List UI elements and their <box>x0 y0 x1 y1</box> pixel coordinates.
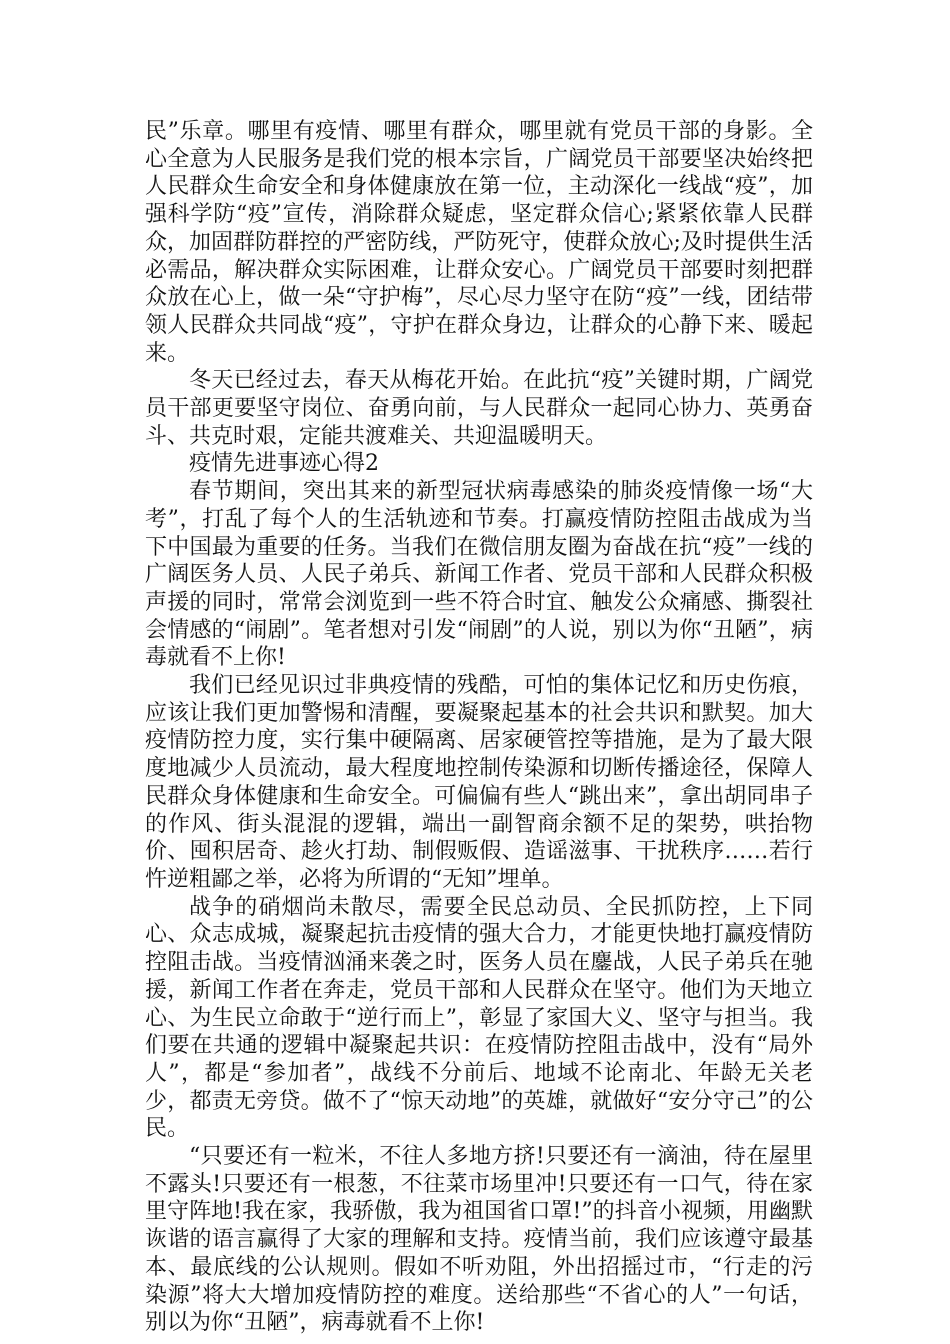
paragraph-closing: 冬天已经过去，春天从梅花开始。在此抗“疫”关键时期，广阔党员干部更要坚守岗位、奋勇向前，与人民群众一起同心协力、英勇奋斗、共克时艰，定能共渡难关、共迎温暖明天。 <box>145 368 813 449</box>
section-heading: 疫情先进事迹心得2 <box>189 451 379 477</box>
paragraph-unity: 战争的硝烟尚未散尽，需要全民总动员、全民抓防控，上下同心、众志成城，凝聚起抗击疫情的强大合力，才能更快地打赢疫情防控阻击战。当疫情汹涌来袭之时，医务人员在鏖战，人民子弟兵在驰援，新闻工作者在奔走，党员干部和人民群众在坚守。他们为天地立心、为生民立命敢于“逆行而上”，彰显了家国大义、坚守与担当。我们要在共通的逻辑中凝聚起共识：在疫情防控阻击战中，没有“局外人”，都是“参加者”，战线不分前后、地域不论南北、年龄无关老少，都责无旁贷。做不了“惊天动地”的英雄，就做好“安分守己”的公民。 <box>145 894 813 1142</box>
paragraph-sars-memory: 我们已经见识过非典疫情的残酷，可怕的集体记忆和历史伤痕，应该让我们更加警惕和清醒，要凝聚起基本的社会共识和默契。加大疫情防控力度，实行集中硬隔离、居家硬管控等措施，是为了最大限度地减少人员流动，最大程度地控制传染源和切断传播途径，保障人民群众身体健康和生命安全。可偏偏有些人“跳出来”，拿出胡同串子的作风、街头混混的逻辑，端出一副智商余额不足的架势，哄抬物价、囤积居奇、趁火打劫、制假贩假、造谣滋事、干扰秩序……若行忤逆粗鄙之举，必将为所谓的“无知”埋单。 <box>145 673 813 892</box>
paragraph-continuation: 民”乐章。哪里有疫情、哪里有群众，哪里就有党员干部的身影。全心全意为人民服务是我们党的根本宗旨，广阔党员干部要坚决始终把人民群众生命安全和身体健康放在第一位，主动深化一线战“疫”，加强科学防“疫”宣传，消除群众疑虑，坚定群众信心;紧紧依靠人民群众，加固群防群控的严密防线，严防死守，使群众放心;及时提供生活必需品，解决群众实际困难，让群众安心。广阔党员干部要时刻把群众放在心上，做一朵“守护梅”，尽心尽力坚守在防“疫”一线，团结带领人民群众共同战“疫”，守护在群众身边，让群众的心静下来、暖起来。 <box>145 119 813 366</box>
paragraph-intro: 春节期间，突出其来的新型冠状病毒感染的肺炎疫情像一场“大考”，打乱了每个人的生活轨迹和节奏。打赢疫情防控阻击战成为当下中国最为重要的任务。当我们在微信朋友圈为奋战在抗“疫”一线的广阔医务人员、人民子弟兵、新闻工作者、党员干部和人民群众积极声援的同时，常常会浏览到一些不符合时宜、触发公众痛感、撕裂社会情感的“闹剧”。笔者想对引发“闹剧”的人说，别以为你“丑陋”，病毒就看不上你! <box>145 479 813 671</box>
paragraph-video-quote: “只要还有一粒米，不往人多地方挤!只要还有一滴油，待在屋里不露头!只要还有一根葱，不往菜市场里冲!只要还有一口气，待在家里守阵地!我在家，我骄傲，我为祖国省口罩!”的抖音小视频，用幽默诙谐的语言赢得了大家的理解和支持。疫情当前，我们应该遵守最基本、最底线的公认规则。假如不听劝阻，外出招摇过市，“行走的污染源”将大大增加疫情防控的难度。送给那些“不省心的人”一句话，别以为你“丑陋”，病毒就看不上你! <box>145 1144 813 1336</box>
document-body <box>145 118 813 1337</box>
